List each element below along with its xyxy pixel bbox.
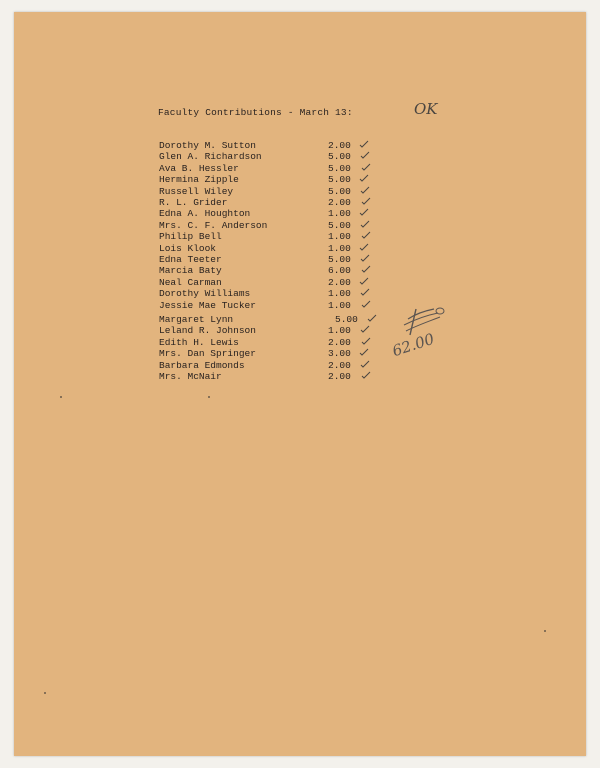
check-mark-icon <box>360 150 370 160</box>
check-mark-icon <box>361 196 371 206</box>
contribution-amount: 5.00 <box>328 151 351 163</box>
contribution-amount: 1.00 <box>328 288 351 300</box>
contributor-name: R. L. Grider <box>159 197 228 208</box>
handwritten-ok-mark: OK <box>414 100 438 118</box>
contribution-amount: 5.00 <box>328 254 351 265</box>
list-item <box>159 300 379 312</box>
contributor-name: Mrs. McNair <box>159 371 222 382</box>
contributor-name: Russell Wiley <box>159 185 234 197</box>
check-mark-icon <box>359 242 369 252</box>
contributor-name: Glen A. Richardson <box>159 151 262 163</box>
handwritten-total: 62.00 <box>390 329 437 361</box>
contribution-amount: 5.00 <box>328 162 351 174</box>
list-item <box>159 371 379 383</box>
check-mark-icon <box>359 347 369 357</box>
contributor-name: Mrs. C. F. Anderson <box>159 219 268 231</box>
contribution-amount: 2.00 <box>328 359 351 371</box>
contributor-name: Dorothy Williams <box>159 288 251 300</box>
list-item <box>159 208 379 220</box>
contributor-name: Leland R. Johnson <box>159 325 256 337</box>
contribution-amount: 5.00 <box>328 185 351 197</box>
contribution-amount: 1.00 <box>328 231 351 243</box>
list-item <box>159 254 379 266</box>
list-item <box>159 231 379 243</box>
check-mark-icon <box>361 299 371 309</box>
contributor-name: Hermina Zipple <box>159 174 239 186</box>
contributor-name: Neal Carman <box>159 276 222 288</box>
contributor-name: Edith H. Lewis <box>159 336 239 348</box>
list-item <box>159 186 379 198</box>
check-mark-icon <box>360 185 370 195</box>
document-title: Faculty Contributions - March 13: <box>158 107 353 118</box>
list-item <box>159 277 379 289</box>
list-item <box>159 243 379 255</box>
contributor-name: Lois Klook <box>159 242 217 254</box>
contribution-amount: 1.00 <box>328 208 351 220</box>
check-mark-icon <box>360 287 370 297</box>
contributor-name: Edna Teeter <box>159 254 222 265</box>
check-mark-icon <box>359 276 369 286</box>
contribution-amount: 2.00 <box>328 140 351 151</box>
contribution-amount: 2.00 <box>328 336 351 348</box>
contributor-name: Ava B. Hessler <box>159 162 239 174</box>
check-mark-icon <box>360 324 370 334</box>
contribution-amount: 2.00 <box>328 276 351 288</box>
contribution-amount: 5.00 <box>335 314 358 325</box>
contribution-amount: 1.00 <box>328 299 351 311</box>
check-mark-icon <box>361 162 371 172</box>
contribution-amount: 2.00 <box>328 197 351 208</box>
check-mark-icon <box>361 336 371 346</box>
list-item <box>159 140 379 152</box>
paper-speck <box>44 692 46 694</box>
contribution-amount: 1.00 <box>328 242 351 254</box>
check-mark-icon <box>361 230 371 240</box>
check-mark-icon <box>360 359 370 369</box>
list-item <box>159 360 379 372</box>
check-mark-icon <box>359 173 369 183</box>
list-item <box>159 197 379 209</box>
paper-speck <box>60 396 62 398</box>
list-item <box>159 288 379 300</box>
contribution-amount: 5.00 <box>328 219 351 231</box>
document-page <box>14 12 586 756</box>
contribution-amount: 6.00 <box>328 265 351 277</box>
list-item <box>159 337 379 349</box>
list-item <box>159 163 379 175</box>
list-item <box>159 265 379 277</box>
check-mark-icon <box>359 139 369 149</box>
check-mark-icon <box>361 264 371 274</box>
list-item <box>159 220 379 232</box>
check-mark-icon <box>360 219 370 229</box>
contributor-name: Dorothy M. Sutton <box>159 140 256 151</box>
contribution-amount: 1.00 <box>328 325 351 337</box>
check-mark-icon <box>361 370 371 380</box>
contribution-amount: 3.00 <box>328 348 351 360</box>
contributor-name: Mrs. Dan Springer <box>159 348 256 360</box>
contributor-name: Margaret Lynn <box>159 314 234 325</box>
contribution-amount: 5.00 <box>328 174 351 186</box>
list-item <box>159 325 379 337</box>
contributor-name: Barbara Edmonds <box>159 359 245 371</box>
paper-speck <box>208 396 210 398</box>
list-item <box>159 174 379 186</box>
contribution-amount: 2.00 <box>328 371 351 382</box>
list-item <box>159 151 379 163</box>
contributor-name: Philip Bell <box>159 231 222 243</box>
contributor-name: Jessie Mae Tucker <box>159 299 256 311</box>
check-mark-icon <box>367 313 377 323</box>
list-item <box>159 348 379 360</box>
list-item <box>159 314 379 326</box>
check-mark-icon <box>359 207 369 217</box>
paper-speck <box>544 630 546 632</box>
contributor-name: Marcia Baty <box>159 265 222 277</box>
check-mark-icon <box>360 253 370 263</box>
contributor-name: Edna A. Houghton <box>159 208 251 220</box>
